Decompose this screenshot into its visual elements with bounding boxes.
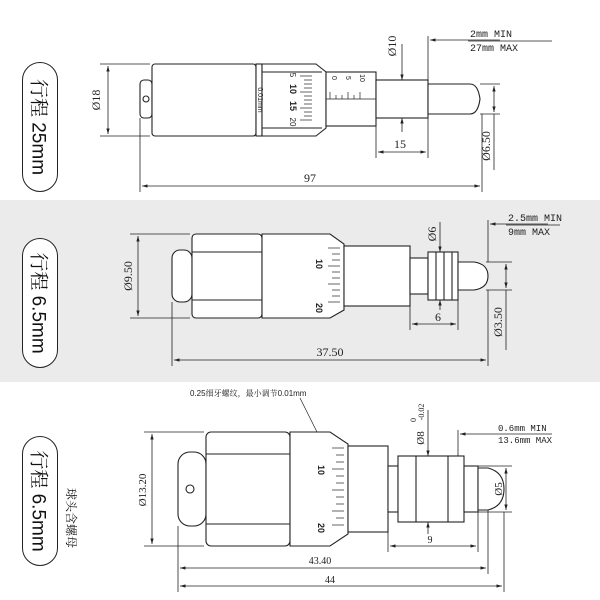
travel-min: 0.6mm MIN [498,424,547,434]
thimble-mark: 10 [288,83,298,95]
spindle-tip [458,262,488,290]
dim-head-dia: Ø13.20 [137,473,149,507]
micrometer-drawing-2 [0,200,600,382]
dim-spindle-dia: Ø10 [385,35,399,57]
nut [464,466,478,512]
travel-min: 2.5mm MIN [508,214,563,225]
sleeve [348,446,388,532]
thimble-body [152,64,256,136]
travel-label: 行程 6.5mm [27,252,49,354]
dim-total-len: 37.50 [316,345,344,359]
section-25mm [0,0,600,200]
collar [398,456,464,522]
dim-inner-len: 43.40 [308,556,332,567]
dim-shaft-tol-upper: 0 [409,418,418,422]
end-cap [140,80,152,118]
dim-sleeve-len: 6 [435,310,441,324]
ball-nut-note: 球头含螺母 [64,488,78,549]
end-cap [172,250,192,302]
sleeve [344,246,410,306]
spindle-tip [428,84,480,114]
dim-tip-dia: Ø3.50 [491,307,505,337]
resolution-label: 0.01mm [256,87,263,113]
dim-total-len: 44 [325,575,335,586]
dim-tip-dia: Ø5 [493,482,505,496]
thimble-mark: 20 [314,302,324,314]
thimble-mark: 5 [288,72,297,78]
thimble-mark: 20 [288,117,297,127]
dim-tip-dia: Ø6.50 [479,131,493,161]
sleeve-mark: 5 [344,76,351,80]
dim-shaft-tol-lower: -0.02 [417,403,426,421]
dim-neck-dia: Ø6 [425,226,439,242]
dim-head-dia: Ø9.50 [121,261,135,291]
dim-total-len: 97 [304,171,316,185]
thimble-body [206,432,290,546]
neck [388,466,398,512]
collar [428,252,458,300]
travel-label: 行程 6.5mm [27,450,49,552]
thimble-mark: 10 [316,464,326,476]
thimble-mark: 20 [316,522,326,534]
thimble-body [192,234,262,318]
micrometer-drawing-1 [0,0,600,200]
section-6-5mm [0,200,600,382]
thimble-mark: 15 [288,100,298,112]
travel-max: 13.6mm MAX [498,436,553,446]
section-6-5mm-ball [0,382,600,600]
end-cap [178,452,206,526]
dim-sleeve-len: 9 [427,535,433,546]
spindle [376,80,428,118]
thread-note: 0.25细牙螺纹，最小调节0.01mm [190,389,307,398]
sleeve-mark: 10 [358,74,365,82]
travel-min: 2mm MIN [470,30,513,41]
travel-max: 27mm MAX [470,44,519,55]
travel-label: 行程 25mm [27,78,49,176]
neck [410,258,428,294]
thimble-scale [262,234,344,318]
dim-sleeve-len: 15 [394,137,406,151]
dim-shaft-dia: Ø8 [415,431,427,445]
sleeve-mark: 0 [330,76,337,80]
thimble-mark: 10 [314,258,324,270]
dim-head-dia: Ø18 [89,89,103,111]
micrometer-drawing-3 [0,382,600,600]
travel-max: 9mm MAX [508,228,551,239]
